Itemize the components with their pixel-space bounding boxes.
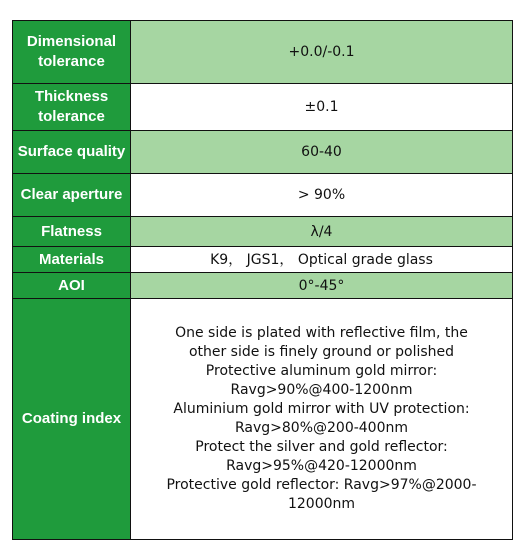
coating-line: Ravg>90%@400-1200nm <box>230 382 413 398</box>
label-flatness: Flatness <box>13 217 131 247</box>
label-materials: Materials <box>13 247 131 273</box>
value-clear-aperture: > 90% <box>131 174 513 217</box>
coating-line: Ravg>95%@420-12000nm <box>226 458 417 474</box>
value-thickness-tolerance: ±0.1 <box>131 84 513 131</box>
coating-line: 12000nm <box>287 496 356 512</box>
table-row-coating-index <box>13 299 513 540</box>
label-aoi: AOI <box>13 273 131 299</box>
table-row-aoi <box>13 273 513 299</box>
coating-line: other side is finely ground or polished <box>188 344 455 360</box>
table-row-thickness-tolerance <box>13 84 513 131</box>
table-row-flatness <box>13 217 513 247</box>
label-coating-index: Coating index <box>13 299 131 540</box>
table-row-clear-aperture <box>13 174 513 217</box>
coating-line: Ravg>80%@200-400nm <box>234 420 409 436</box>
table-row-surface-quality <box>13 131 513 174</box>
value-materials: K9， JGS1， Optical grade glass <box>131 247 513 273</box>
value-flatness: λ/4 <box>131 217 513 247</box>
label-thickness-tolerance: Thickness tolerance <box>13 84 131 131</box>
label-surface-quality: Surface quality <box>13 131 131 174</box>
value-aoi: 0°-45° <box>131 273 513 299</box>
table-row-materials <box>13 247 513 273</box>
coating-line: Protective gold reflector: Ravg>97%@2000- <box>166 477 477 493</box>
value-dimensional-tolerance: +0.0/-0.1 <box>131 21 513 84</box>
coating-line: One side is plated with reflective film, the <box>175 325 468 341</box>
value-surface-quality: 60-40 <box>131 131 513 174</box>
value-coating-index <box>131 299 513 540</box>
label-dimensional-tolerance: Dimensional tolerance <box>13 21 131 84</box>
label-clear-aperture: Clear aperture <box>13 174 131 217</box>
specification-table <box>12 20 513 540</box>
table-row-dimensional-tolerance <box>13 21 513 84</box>
coating-line: Protect the silver and gold reflector: <box>195 439 448 455</box>
coating-line: Protective aluminum gold mirror: <box>205 363 438 379</box>
coating-line: Aluminium gold mirror with UV protection: <box>173 401 470 417</box>
